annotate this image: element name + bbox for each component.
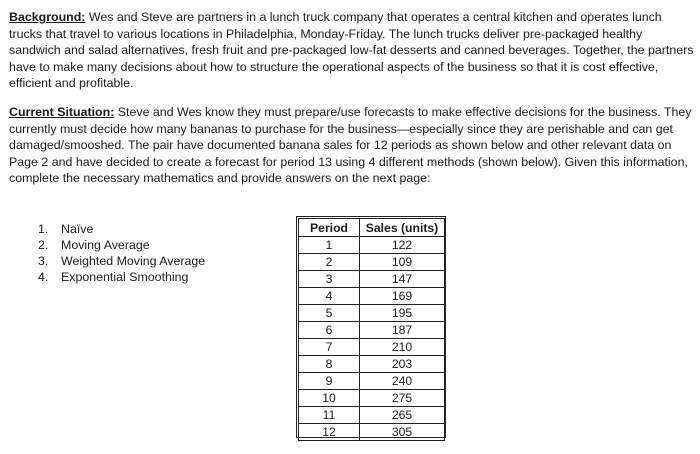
background-paragraph <box>9 9 695 92</box>
header-sales: Sales (units) <box>360 219 445 237</box>
sales-cell: 147 <box>360 271 445 288</box>
period-cell: 9 <box>299 373 360 390</box>
sales-cell: 169 <box>360 288 445 305</box>
header-period: Period <box>299 219 360 237</box>
method-number: 4. <box>38 270 49 284</box>
current-situation-text: Steve and Wes know they must prepare/use forecasts to make effective decisions for the business. They currently must decide how many bananas to purchase for the business—especially since they are perishable and can get damaged/smooshed. The pair have documented banana sales for 12 periods as shown below and other relevant data on Page 2 and have decided to create a forecast for period 13 using 4 different methods (shown below). Given this information, complete the necessary mathematics and provide answers on the next page: <box>9 105 692 186</box>
method-item <box>38 269 205 285</box>
sales-cell: 187 <box>360 322 445 339</box>
table-row <box>299 288 445 305</box>
period-cell: 4 <box>299 288 360 305</box>
table-row <box>299 237 445 254</box>
period-cell: 3 <box>299 271 360 288</box>
period-cell: 2 <box>299 254 360 271</box>
period-cell: 10 <box>299 390 360 407</box>
sales-cell: 195 <box>360 305 445 322</box>
sales-cell: 240 <box>360 373 445 390</box>
table-row <box>299 390 445 407</box>
table-row <box>299 254 445 271</box>
method-label: Weighted Moving Average <box>61 254 206 268</box>
current-situation-heading: Current Situation: <box>9 105 115 119</box>
background-heading: Background: <box>9 10 86 24</box>
method-item <box>38 253 205 269</box>
period-cell: 6 <box>299 322 360 339</box>
table-row <box>299 356 445 373</box>
method-label: Moving Average <box>61 238 150 252</box>
table-row <box>299 271 445 288</box>
method-label: Exponential Smoothing <box>61 270 189 284</box>
sales-cell: 203 <box>360 356 445 373</box>
period-cell: 5 <box>299 305 360 322</box>
table-row <box>299 424 445 441</box>
forecast-methods-list <box>38 221 205 285</box>
period-cell: 11 <box>299 407 360 424</box>
method-item <box>38 237 205 253</box>
sales-table <box>298 218 445 441</box>
method-number: 2. <box>38 238 49 252</box>
sales-cell: 265 <box>360 407 445 424</box>
method-label: Naïve <box>61 222 94 236</box>
method-number: 3. <box>38 254 49 268</box>
period-cell: 8 <box>299 356 360 373</box>
background-text: Wes and Steve are partners in a lunch truck company that operates a central kitchen and operates lunch trucks that travel to various locations in Philadelphia, Monday-Friday. The lunch trucks deliver pre-packaged healthy sandwich and salad alternatives, fresh fruit and pre-packaged low-fat desserts and canned beverages. Together, the partners have to make many decisions about how to structure the operational aspects of the business so that it is cost effective, efficient and profitable. <box>9 10 694 91</box>
table-row <box>299 339 445 356</box>
method-number: 1. <box>38 222 49 236</box>
period-cell: 12 <box>299 424 360 441</box>
sales-cell: 122 <box>360 237 445 254</box>
table-row <box>299 373 445 390</box>
sales-cell: 210 <box>360 339 445 356</box>
period-cell: 1 <box>299 237 360 254</box>
table-row <box>299 322 445 339</box>
table-row <box>299 305 445 322</box>
table-header-row <box>299 219 445 237</box>
table-row <box>299 407 445 424</box>
sales-cell: 305 <box>360 424 445 441</box>
period-cell: 7 <box>299 339 360 356</box>
sales-cell: 109 <box>360 254 445 271</box>
current-situation-paragraph <box>9 104 695 187</box>
sales-cell: 275 <box>360 390 445 407</box>
method-item <box>38 221 205 237</box>
